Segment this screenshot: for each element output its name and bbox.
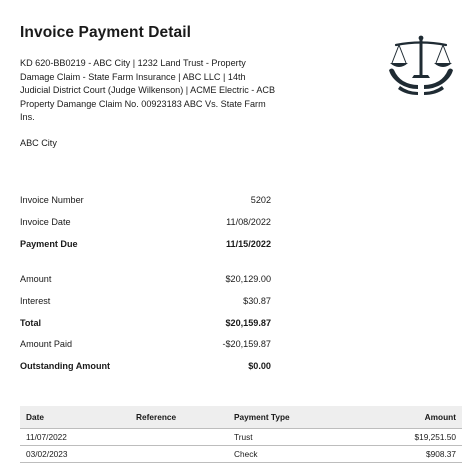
- invoice-date-row: [20, 217, 271, 227]
- payment-date: 03/02/2023: [26, 449, 68, 459]
- total-row: [20, 318, 271, 328]
- amount-paid-row: [20, 339, 271, 349]
- amount-label: Amount: [20, 274, 52, 284]
- column-header-date: Date: [26, 412, 44, 422]
- interest-value: $30.87: [243, 296, 271, 306]
- invoice-date-label: Invoice Date: [20, 217, 71, 227]
- payment-amount: $908.37: [426, 449, 456, 459]
- payments-table: [20, 406, 462, 463]
- payment-due-row: [20, 239, 271, 249]
- outstanding-amount-value: $0.00: [248, 361, 271, 371]
- total-label: Total: [20, 318, 42, 328]
- invoice-date-value: 11/08/2022: [226, 217, 271, 227]
- column-header-amount: Amount: [424, 412, 456, 422]
- amount-row: [20, 274, 271, 284]
- table-row: [20, 446, 462, 463]
- column-header-payment-type: Payment Type: [234, 412, 290, 422]
- invoice-number-label: Invoice Number: [20, 195, 84, 205]
- amount-value: $20,129.00: [225, 274, 271, 284]
- payment-due-label: Payment Due: [20, 239, 78, 249]
- outstanding-amount-label: Outstanding Amount: [20, 361, 111, 371]
- payment-type: Trust: [234, 432, 253, 442]
- invoice-number-value: 5202: [250, 195, 271, 205]
- payment-date: 11/07/2022: [26, 432, 67, 442]
- page-title: Invoice Payment Detail: [20, 24, 192, 41]
- payments-table-header: [20, 406, 462, 429]
- column-header-reference: Reference: [136, 412, 177, 422]
- outstanding-amount-row: [20, 361, 271, 371]
- scales-of-justice-in-hands-icon: [388, 34, 454, 96]
- total-value: $20,159.87: [225, 318, 271, 328]
- amount-paid-label: Amount Paid: [20, 339, 73, 349]
- table-row: [20, 429, 462, 446]
- invoice-number-row: [20, 195, 271, 205]
- interest-label: Interest: [20, 296, 51, 306]
- payment-due-value: 11/15/2022: [225, 239, 271, 249]
- payment-amount: $19,251.50: [414, 432, 456, 442]
- case-description: KD 620-BB0219 - ABC City | 1232 Land Trust - Property Damage Claim - State Farm Insurance | ABC LLC | 14th Judicial District Court (Judge Wilkenson) | ACME Electric - ACB Property Damange Claim No. 00923183 ABC Vs. State Farm Ins.: [20, 58, 276, 123]
- amount-paid-value: -$20,159.87: [222, 339, 271, 349]
- payment-type: Check: [234, 449, 258, 459]
- client-city: ABC City: [20, 138, 57, 148]
- interest-row: [20, 296, 271, 306]
